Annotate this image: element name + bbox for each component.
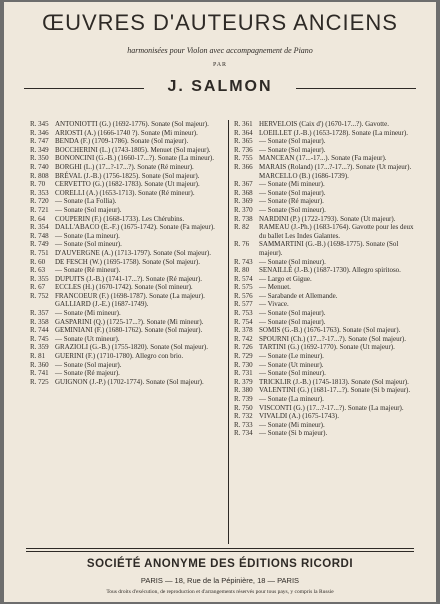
catalog-number: R. 360 [30,360,49,369]
catalog-entry [30,215,220,224]
catalog-entry [30,154,220,163]
catalog-entry [234,292,422,301]
catalog-number: R. 366 [234,162,253,171]
catalog-title: BONONCINI (G.-B.) (1660-17...?). Sonate (La mineur). [55,154,215,163]
catalog-entry [30,318,220,327]
catalog-number: R. 80 [234,266,250,275]
catalog-number: R. 64 [30,214,46,223]
catalog-title: DUPUITS (J.-B.) (1741-17...?). Sonate (Ré majeur). [55,274,202,283]
catalog-title: D'AUVERGNE (A.) (1713-1797). Sonate (Sol majeur). [55,248,212,257]
catalog-title: BOCCHERINI (L.) (1743-1805). Menuet (Sol majeur). [55,145,211,154]
catalog-entry [234,137,422,146]
catalog-entry [234,429,422,438]
catalog-number: R. 749 [30,240,49,249]
catalog-title: SPOURNI (Ch.) (17...?-17...?). Sonate (Sol majeur). [259,334,406,343]
catalog-entry [234,300,422,309]
catalog-title: NARDINI (P.) (1722-1793). Sonate (Ut majeur). [259,214,396,223]
catalog-entry [30,129,220,138]
catalog-title: ECCLES (H.) (1670-1742). Sonate (Sol mineur). [55,283,193,292]
publisher-address: PARIS — 18, Rue de la Pépinière, 18 — PARIS [140,576,300,585]
catalog-title: — Sonate (Sol mineur). [259,205,326,214]
catalog-number: R. 577 [234,300,253,309]
catalog-number: R. 82 [234,223,250,232]
catalog-number: R. 369 [234,197,253,206]
catalog-number: R. 361 [234,120,253,128]
catalog-title: LOEILLET (J.-B.) (1653-1728). Sonate (La mineur). [259,128,408,137]
catalog-entry [234,120,422,129]
catalog-title: — Vivace. [259,300,289,309]
catalog-title: MANCEAN (17...-17...). Sonate (Fa majeur). [259,154,387,163]
catalog-number: R. 755 [234,154,253,163]
catalog-title: SAMMARTINI (G.-B.) (1698-1775). Sonate (Sol majeur). [259,240,399,257]
catalog-entry [30,378,220,387]
catalog-title: TRICKLIR (J.-B.) (1745-1813). Sonate (Sol majeur). [259,377,409,386]
catalog-entry [30,309,220,318]
score-cover-page [4,2,436,602]
catalog-entry [30,137,220,146]
catalog-title: ANTONIOTTI (G.) (1692-1776). Sonate (Sol majeur). [55,120,209,128]
catalog-entry [30,146,220,155]
catalog-entry [234,154,422,163]
catalog-number: R. 346 [30,128,49,137]
catalog-title: CORELLI (A.) (1653-1713). Sonate (Ré mineur). [55,188,195,197]
catalog-number: R. 738 [234,214,253,223]
catalog-number: R. 720 [30,197,49,206]
catalog-number: R. 752 [30,291,49,300]
catalog-entry [234,189,422,198]
catalog-title: — Menuet. [259,283,291,292]
catalog-title: — Sonate (La mineur). [55,231,120,240]
catalog-number: R. 736 [234,145,253,154]
catalog-entry [234,412,422,421]
catalog-title: — Sonate (Ré mineur). [55,266,121,275]
catalog-title: GUIGNON (J.-P.) (1702-1774). Sonate (Sol majeur). [55,377,204,386]
catalog-number: R. 751 [30,248,49,257]
catalog-title: RAMEAU (J.-Ph.) (1683-1764). Gavotte pour les deux du ballet Les Indes Galantes. [259,223,414,240]
catalog-number: R. 740 [30,162,49,171]
catalog-title: — Sonate (Ré majeur). [259,197,324,206]
par-label: PAR [212,62,228,68]
catalog-number: R. 748 [30,231,49,240]
catalog-number: R. 741 [30,369,49,378]
catalog-title: MARCELLO (B.) (1686-1739). [259,171,349,180]
catalog-number: R. 349 [30,145,49,154]
author-rule-left [24,88,144,89]
catalog-entry [30,189,220,198]
catalog-entry [234,266,422,275]
catalog-entry [30,369,220,378]
catalog-number: R. 742 [234,334,253,343]
catalog-number: R. 379 [234,377,253,386]
catalog-number: R. 60 [30,257,46,266]
catalog-entry [30,258,220,267]
catalog-number: R. 576 [234,291,253,300]
catalog-title: — Sonate (Sol majeur). [259,188,326,197]
catalog-title: — Sonate (Sol majeur). [259,317,326,326]
catalog-title: — Sonate (Ut mineur). [259,360,324,369]
catalog-title: DE FESCH (W.) (1695-1758). Sonate (Sol majeur). [55,257,200,266]
catalog-column-right [234,120,422,438]
catalog-title: — Sonate (Ré majeur). [55,369,120,378]
catalog-title: — Sonate (Mi mineur). [259,180,325,189]
catalog-number: R. 355 [30,274,49,283]
catalog-title: BRÉVAL (J.-B.) (1756-1825). Sonate (Sol majeur). [55,171,200,180]
catalog-title: — Sonate (Ut mineur). [55,334,120,343]
catalog-entry [30,197,220,206]
catalog-number: R. 70 [30,180,46,189]
catalog-number: R. 747 [30,137,49,146]
catalog-title: VISCONTI (G.) (17...?-17...?). Sonate (La majeur). [259,403,404,412]
catalog-number: R. 574 [234,274,253,283]
catalog-entry [234,129,422,138]
footer-rule-bottom [26,551,414,552]
catalog-title: HERVELOIS (Caix d') (1670-17...?). Gavotte. [259,120,389,128]
catalog-title: — Sonate (Si b majeur). [259,429,328,438]
catalog-title: COUPERIN (F.) (1668-1733). Les Chérubins. [55,214,185,223]
catalog-entry [234,421,422,430]
catalog-entry [234,386,422,395]
catalog-column-left [30,120,220,386]
catalog-title: — Sonate (La Follia). [55,197,117,206]
catalog-title: GUERINI (F.) (1710-1780). Allegro con brio. [55,352,184,361]
catalog-title: — Sonate (Sol majeur). [259,309,326,318]
catalog-entry [30,232,220,241]
catalog-title: — Sonate (Sol mineur). [259,369,326,378]
catalog-number: R. 725 [30,377,49,386]
catalog-number: R. 76 [234,240,250,249]
catalog-entry [234,206,422,215]
catalog-number: R. 750 [234,403,253,412]
catalog-number: R. 365 [234,137,253,146]
catalog-number: R. 729 [234,352,253,361]
publisher-name: SOCIÉTÉ ANONYME DES ÉDITIONS RICORDI [86,558,354,570]
catalog-number: R. 731 [234,369,253,378]
catalog-number: R. 743 [234,257,253,266]
catalog-number: R. 732 [234,412,253,421]
catalog-entry [234,215,422,224]
catalog-entry [234,335,422,344]
catalog-title: — Sonate (Sol majeur). [259,137,326,146]
catalog-number: R. 367 [234,180,253,189]
catalog-entry [30,120,220,129]
catalog-entry [234,326,422,335]
rights-notice: Tous droits d'exécution, de reproduction et d'arrangements réservés pour tous pays, y compris la Russie [106,589,334,595]
catalog-title: GEMINIANI (F.) (1680-1762). Sonate (Sol majeur). [55,326,203,335]
catalog-entry [30,240,220,249]
catalog-number: R. 734 [234,429,253,438]
catalog-number: R. 753 [234,309,253,318]
catalog-number: R. 359 [30,343,49,352]
catalog-title: — Sonate (Sol majeur). [55,360,122,369]
catalog-title: — Sonate (Sol majeur). [259,145,326,154]
catalog-entry [234,404,422,413]
catalog-entry [30,163,220,172]
catalog-title: VALENTINI (G.) (1681-17...?). Sonate (Si b majeur). [259,386,411,395]
catalog-number: R. 345 [30,120,49,128]
catalog-title: — Sonate (Sol mineur). [259,257,326,266]
catalog-title: BORGHI (L.) (17...?-17...?). Sonate (Ré mineur). [55,162,194,171]
catalog-entry [234,378,422,387]
catalog-title: SENAILLÉ (J.-B.) (1687-1730). Allegro spiritoso. [259,266,401,275]
catalog-title: — Sonate (La mineur). [259,395,324,403]
catalog-entry [234,163,422,172]
catalog-entry [30,172,220,181]
catalog-entry [30,361,220,370]
catalog-entry [234,258,422,267]
catalog-entry [30,275,220,284]
catalog-number: R. 354 [30,223,49,232]
catalog-number: R. 726 [234,343,253,352]
catalog-entry [234,361,422,370]
catalog-entry [234,343,422,352]
catalog-number: R. 721 [30,205,49,214]
page-subtitle: harmonisées pour Violon avec accompagnement de Piano [127,46,313,55]
catalog-title: CERVETTO (G.) (1682-1783). Sonate (Ut majeur). [55,180,200,189]
catalog-entry [30,249,220,258]
catalog-entry [30,223,220,232]
catalog-entry [234,309,422,318]
catalog-title: — Sonate (Sol mineur). [55,240,122,249]
catalog-number: R. 378 [234,326,253,335]
catalog-entry [234,223,422,240]
catalog-entry [30,343,220,352]
catalog-title: — Sarabande et Allemande. [259,291,338,300]
catalog-entry [234,283,422,292]
catalog-number: R. 733 [234,420,253,429]
catalog-number: R. 350 [30,154,49,163]
catalog-entry [234,240,422,257]
catalog-number: R. 808 [30,171,49,180]
catalog-title: — Largo et Gigue. [259,274,312,283]
catalog-number: R. 739 [234,395,253,403]
catalog-number: R. 353 [30,188,49,197]
catalog-title: GASPARINI (Q.) (1725-17...?). Sonate (Mi mineur). [55,317,204,326]
catalog-number: R. 357 [30,309,49,318]
author-name: J. SALMON [167,78,273,95]
catalog-title: VIVALDI (A.) (1675-1743). [259,412,339,421]
catalog-title: DALL'ABACO (E.-F.) (1675-1742). Sonate (Fa majeur). [55,223,215,232]
catalog-title: TARTINI (G.) (1692-1770). Sonate (Ut majeur). [259,343,395,352]
catalog-number: R. 364 [234,128,253,137]
catalog-title: — Sonate (Mi mineur). [55,309,121,318]
author-rule-right [296,88,416,89]
catalog-title: — Sonate (Sol majeur). [55,205,122,214]
catalog-entry [30,283,220,292]
catalog-number: R. 754 [234,317,253,326]
catalog-entry [30,300,220,309]
catalog-entry [234,146,422,155]
catalog-entry [234,197,422,206]
catalog-number: R. 380 [234,386,253,395]
column-divider [228,120,229,544]
catalog-entry [234,318,422,327]
catalog-number: R. 730 [234,360,253,369]
catalog-number: R. 81 [30,352,46,361]
catalog-entry [234,369,422,378]
catalog-entry [30,180,220,189]
catalog-title: SOMIS (G.-B.) (1676-1763). Sonate (Sol majeur). [259,326,401,335]
catalog-number: R. 744 [30,326,49,335]
catalog-entry [234,395,422,404]
catalog-number: R. 745 [30,334,49,343]
catalog-number: R. 67 [30,283,46,292]
page-title: ŒUVRES D'AUTEURS ANCIENS [42,10,398,35]
catalog-entry [30,326,220,335]
catalog-title: — Sonate (Mi mineur). [259,420,325,429]
catalog-entry [30,335,220,344]
catalog-entry [234,275,422,284]
catalog-title: FRANCOEUR (F.) (1698-1787). Sonate (La majeur). [55,291,205,300]
catalog-entry [30,292,220,301]
catalog-title: — Sonate (Le mineur). [259,352,324,361]
catalog-title: GALLIARD (J.-E.) (1687-1749). [55,300,149,309]
catalog-number: R. 368 [234,188,253,197]
catalog-number: R. 358 [30,317,49,326]
catalog-entry [234,352,422,361]
catalog-title: MARAIS (Roland) (17...?-17...?). Sonate (Ut majeur). [259,162,412,171]
catalog-title: ARIOSTI (A.) (1666-1740 ?). Sonate (Mi mineur). [55,128,198,137]
catalog-number: R. 370 [234,205,253,214]
catalog-number: R. 575 [234,283,253,292]
catalog-entry [30,266,220,275]
catalog-entry [234,172,422,181]
catalog-entry [234,180,422,189]
catalog-title: GRAZIOLI (G.-B.) (1755-1820). Sonate (Sol majeur). [55,343,208,352]
footer-rule-top [26,548,414,549]
catalog-number: R. 63 [30,266,46,275]
catalog-entry [30,206,220,215]
catalog-title: BENDA (F.) (1709-1786). Sonate (Sol majeur). [55,137,189,146]
catalog-entry [30,352,220,361]
author-banner [24,76,416,102]
